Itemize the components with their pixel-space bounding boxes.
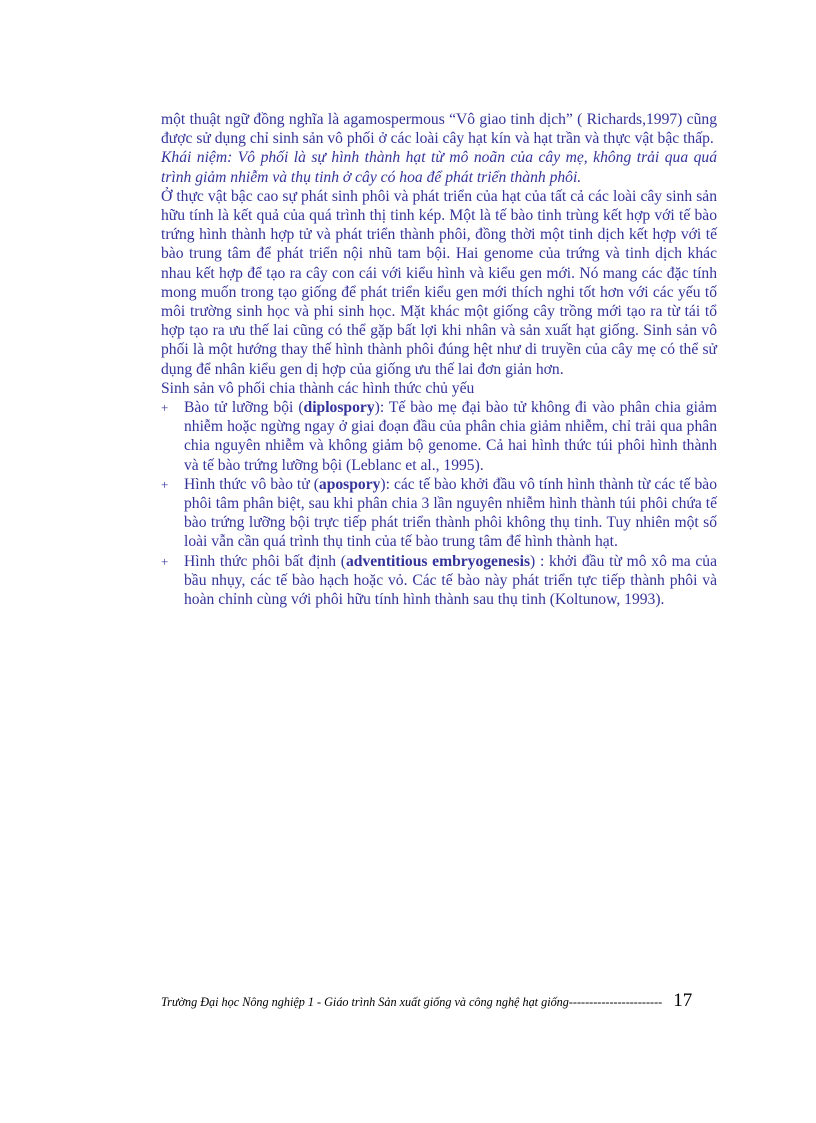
- apomixis-forms-list: [161, 398, 717, 609]
- plus-bullet-icon: +: [161, 476, 169, 492]
- list-item-lead: Hình thức vô bào tử (: [184, 475, 319, 493]
- list-item-body: ): Tế bào mẹ đại bào tử không đi vào phân chia giảm nhiễm hoặc ngừng ngay ở giai đoạn đầu của phân chia giảm nhiễm, chỉ trải qua phân chia nguyên nhiễm và không giảm bộ genome. Cả hai hình thức túi phôi hình thành và tế bào trứng lưỡng bội (Leblanc et al., 1995).: [184, 399, 717, 474]
- list-item-lead: Hình thức phôi bất định (: [184, 552, 346, 570]
- list-item-diplospory: [161, 398, 717, 475]
- list-item-body: ): các tế bào khởi đầu vô tính hình thành từ các tế bào phôi tâm phân biệt, sau khi phân chia 3 lần nguyên nhiễm hình thành túi phôi chứa tế bào trứng lưỡng bội trực tiếp phát triển thành phôi không thụ tinh. Tuy nhiên một số loài vẫn cần quá trình thụ tinh của tế bào trung tâm để hình thành hạt.: [184, 475, 717, 551]
- paragraph-double-fertilization: Ở thực vật bậc cao sự phát sinh phôi và phát triển của hạt của tất cả các loài cây sinh sản hữu tính là kết quả của quá trình thị tinh kép. Một là tế bào tinh trùng kết hợp với tế bào trứng hình thành hợp tử và phát triển thành phôi, đồng thời một tinh dịch kết hợp với tế bào trung tâm để phát triển nội nhũ tam bội. Hai genome của trứng và tinh dịch khác nhau kết hợp để tạo ra cây con cái với kiểu hình và kiểu gen mới. Nó mang các đặc tính mong muốn trong tạo giống để phát triển kiểu gen mới thích nghi tốt hơn với các yếu tố môi trường sinh học và phi sinh học. Mặt khác một giống cây trồng mới tạo ra từ tái tổ hợp tạo ra ưu thế lai cũng có thể gặp bất lợi khi nhân và sản xuất hạt giống. Sinh sản vô phối là một hướng thay thế hình thành phôi đúng hệt như di truyền của cây mẹ có thể sử dụng để nhân kiểu gen dị hợp của giống ưu thế lai đơn giản hơn.: [161, 187, 717, 378]
- list-intro: Sinh sản vô phối chia thành các hình thức chủ yếu: [161, 379, 475, 397]
- list-item-body: ) : khởi đầu từ mô xô ma của bầu nhụy, các tế bào hạch hoặc vỏ. Các tế bào này phát triển tực tiếp thành phôi và hoàn chỉnh cùng với phôi hữu tính hình thành sau thụ tinh (Koltunow, 1993).: [184, 552, 717, 609]
- plus-bullet-icon: +: [161, 553, 169, 569]
- page-footer: [161, 990, 717, 1012]
- list-item-lead: Bào tử lưỡng bội (: [184, 399, 304, 417]
- list-item-adventitious-embryogenesis: [161, 552, 717, 610]
- plus-bullet-icon: +: [161, 400, 169, 416]
- footer-dashes: -----------------------: [568, 995, 663, 1009]
- page-number: 17: [673, 990, 693, 1011]
- footer-text: Trường Đại học Nông nghiệp 1 - Giáo trình Sản xuất giống và công nghệ hạt giống: [161, 995, 569, 1009]
- list-item-term: adventitious embryogenesis: [345, 552, 531, 570]
- list-item-term: diplospory: [303, 399, 375, 417]
- list-item-apospory: [161, 475, 717, 552]
- main-text: [161, 110, 717, 609]
- paragraph-agamospermous: một thuật ngữ đồng nghĩa là agamospermous “Vô giao tinh dịch” ( Richards,1997) cũng được sử dụng chỉ sinh sản vô phối ở các loài cây hạt kín và hạt trần và thực vật bậc thấp.: [161, 111, 717, 148]
- list-item-term: apospory: [318, 475, 381, 493]
- definition-paragraph: Khái niệm: Vô phối là sự hình thành hạt từ mô noãn của cây mẹ, không trải qua quá trình giảm nhiễm và thụ tinh ở cây có hoa để phát triển thành phôi.: [161, 149, 717, 186]
